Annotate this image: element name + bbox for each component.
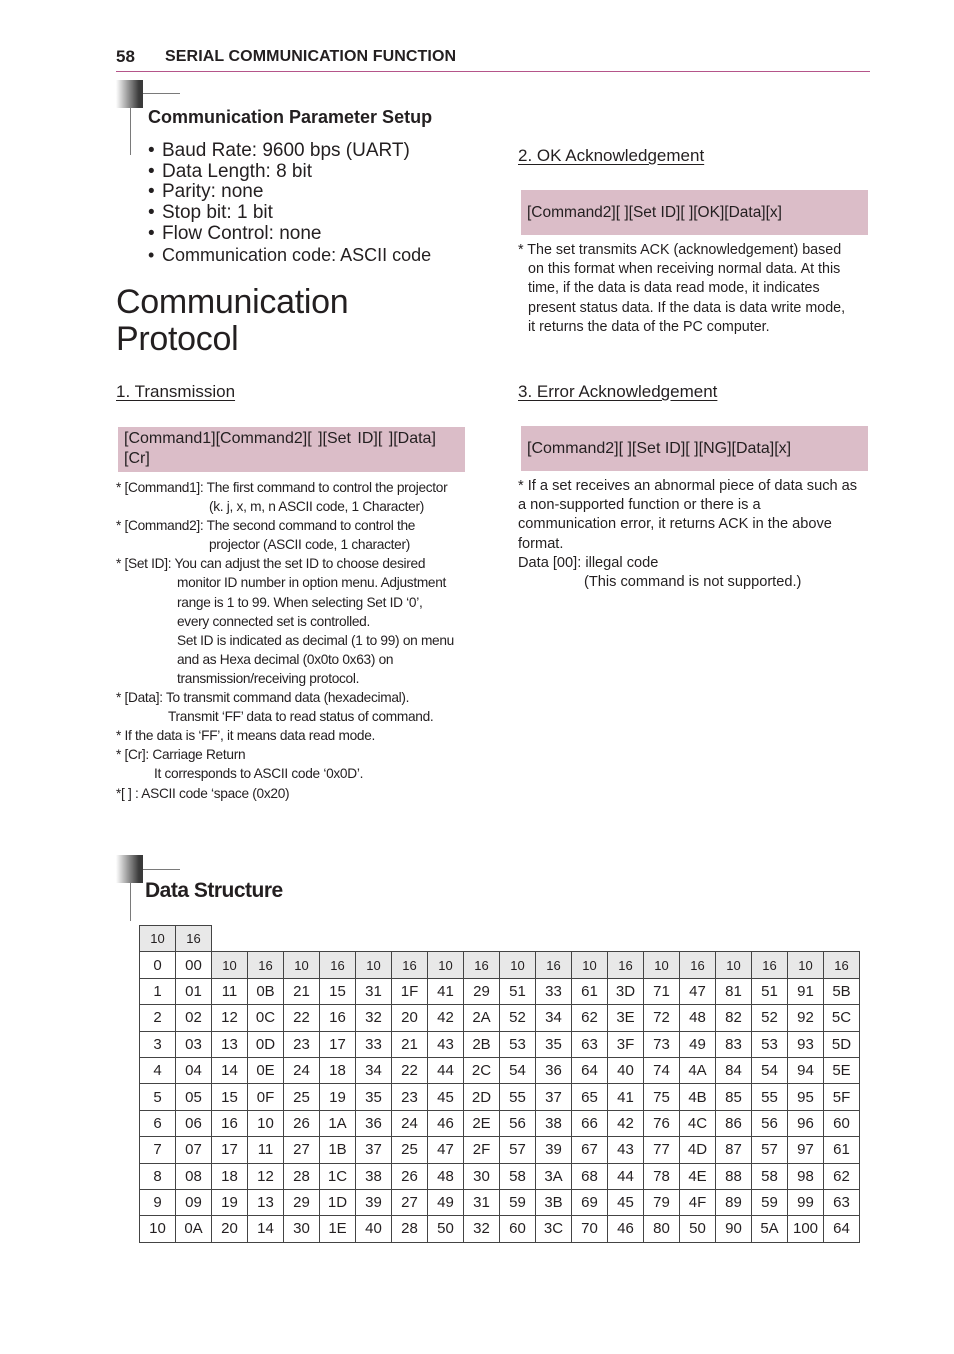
note-line: projector (ASCII code, 1 character) (209, 537, 410, 553)
table-header-cell: 10 (356, 952, 392, 978)
error-ack-command-box (521, 426, 868, 471)
table-cell: 82 (716, 1005, 752, 1031)
table-cell: 76 (644, 1110, 680, 1136)
table-header-cell: 16 (752, 952, 788, 978)
table-cell: 5F (824, 1084, 860, 1110)
note-line: *[ ] : ASCII code ‘space (0x20) (116, 785, 290, 801)
table-row (140, 1110, 860, 1136)
note-line: and as Hexa decimal (0x0to 0x63) on (177, 651, 394, 667)
table-cell: 51 (752, 978, 788, 1004)
table-header-cell: 10 (644, 952, 680, 978)
table-cell: 70 (572, 1216, 608, 1242)
section-marker-line (130, 883, 131, 921)
table-header-cell: 10 (428, 952, 464, 978)
table-cell: 2A (464, 1005, 500, 1031)
table-cell: 0B (248, 978, 284, 1004)
table-cell: 6 (140, 1110, 176, 1136)
table-cell: 5E (824, 1057, 860, 1083)
table-cell: 3F (608, 1031, 644, 1057)
table-header-cell: 10 (788, 952, 824, 978)
command-text: [Command2][ ][Set ID][ ][OK][Data][x] (527, 204, 782, 221)
table-row (140, 1057, 860, 1083)
table-cell: 57 (500, 1137, 536, 1163)
table-cell: 26 (284, 1110, 320, 1136)
table-cell: 35 (536, 1031, 572, 1057)
table-cell: 5 (140, 1084, 176, 1110)
table-cell: 10 (140, 1216, 176, 1242)
table-cell: 75 (644, 1084, 680, 1110)
table-cell: 2 (140, 1005, 176, 1031)
table-cell: 31 (356, 978, 392, 1004)
note-line: format. (518, 535, 564, 552)
table-cell: 58 (500, 1163, 536, 1189)
ok-ack-command-box (521, 190, 868, 235)
table-cell: 47 (680, 978, 716, 1004)
table-cell: 46 (608, 1216, 644, 1242)
table-cell: 59 (500, 1189, 536, 1215)
table-cell: 5A (752, 1216, 788, 1242)
table-cell: 17 (320, 1031, 356, 1057)
table-header-cell: 16 (536, 952, 572, 978)
table-cell: 29 (464, 978, 500, 1004)
table-cell: 25 (392, 1137, 428, 1163)
table-cell: 26 (392, 1163, 428, 1189)
table-cell: 17 (212, 1137, 248, 1163)
table-header-cell: 10 (572, 952, 608, 978)
table-cell: 1A (320, 1110, 356, 1136)
table-cell: 68 (572, 1163, 608, 1189)
table-cell: 0C (248, 1005, 284, 1031)
table-cell: 57 (752, 1137, 788, 1163)
table-cell: 0D (248, 1031, 284, 1057)
transmission-heading: 1. Transmission (116, 382, 236, 401)
table-cell: 61 (824, 1137, 860, 1163)
note-line: time, if the data is data read mode, it indicates (528, 280, 820, 297)
table-cell: 94 (788, 1057, 824, 1083)
table-cell: 49 (428, 1189, 464, 1215)
table-cell: 86 (716, 1110, 752, 1136)
command-text: [Command2][ ][Set ID][ ][NG][Data][x] (527, 440, 792, 457)
note-line: a non-supported function or there is a (518, 497, 761, 514)
table-cell: 22 (392, 1057, 428, 1083)
note-line: * [Command1]: The first command to control the projector (116, 480, 448, 495)
note-line: (k. j, x, m, n ASCII code, 1 Character) (209, 499, 424, 515)
table-cell: 41 (428, 978, 464, 1004)
table-cell: 21 (392, 1031, 428, 1057)
table-cell: 89 (716, 1189, 752, 1215)
table-cell: 5B (824, 978, 860, 1004)
table-cell: 50 (428, 1216, 464, 1242)
table-cell: 20 (212, 1216, 248, 1242)
table-cell: 1 (140, 978, 176, 1004)
error-ack-heading: 3. Error Acknowledgement (518, 382, 718, 401)
table-cell: 93 (788, 1031, 824, 1057)
table-cell: 47 (428, 1137, 464, 1163)
table-header-cell: 16 (680, 952, 716, 978)
table-cell: 98 (788, 1163, 824, 1189)
table-cell: 12 (248, 1163, 284, 1189)
table-cell: 52 (752, 1005, 788, 1031)
table-cell: 13 (248, 1189, 284, 1215)
section-marker (116, 80, 143, 108)
param-setup-title: Communication Parameter Setup (148, 107, 433, 127)
table-cell: 10 (248, 1110, 284, 1136)
table-cell: 4A (680, 1057, 716, 1083)
note-line: (This command is not supported.) (584, 574, 802, 591)
table-cell: 16 (320, 1005, 356, 1031)
table-cell: 51 (500, 978, 536, 1004)
table-cell: 3D (608, 978, 644, 1004)
table-cell: 14 (212, 1057, 248, 1083)
table-cell: 08 (176, 1163, 212, 1189)
table-cell: 32 (464, 1216, 500, 1242)
table-cell: 34 (356, 1057, 392, 1083)
table-cell: 29 (284, 1189, 320, 1215)
table-cell: 77 (644, 1137, 680, 1163)
table-cell: 84 (716, 1057, 752, 1083)
table-row (140, 978, 860, 1004)
table-cell: 30 (284, 1216, 320, 1242)
table-cell: 18 (320, 1057, 356, 1083)
table-cell: 3B (536, 1189, 572, 1215)
table-cell: 01 (176, 978, 212, 1004)
table-header-cell: 10 (140, 926, 176, 952)
table-cell: 42 (608, 1110, 644, 1136)
table-row (140, 1031, 860, 1057)
table-cell: 64 (572, 1057, 608, 1083)
table-cell: 65 (572, 1084, 608, 1110)
table-cell: 19 (320, 1084, 356, 1110)
protocol-title-line: Protocol (116, 320, 239, 358)
table-cell: 14 (248, 1216, 284, 1242)
table-cell: 21 (284, 978, 320, 1004)
table-cell: 44 (428, 1057, 464, 1083)
note-line: * [Data]: To transmit command data (hexadecimal). (116, 690, 410, 706)
table-cell: 1F (392, 978, 428, 1004)
list-item: • Stop bit: 1 bit (148, 202, 273, 224)
table-cell: 43 (608, 1137, 644, 1163)
table-cell: 1C (320, 1163, 356, 1189)
section-marker-line (143, 869, 180, 870)
table-cell: 15 (212, 1084, 248, 1110)
table-row (140, 1189, 860, 1215)
table-cell: 60 (500, 1216, 536, 1242)
table-cell: 27 (284, 1137, 320, 1163)
table-cell: 25 (284, 1084, 320, 1110)
table-cell: 2D (464, 1084, 500, 1110)
table-cell: 39 (536, 1137, 572, 1163)
table-cell: 32 (356, 1005, 392, 1031)
table-cell: 1B (320, 1137, 356, 1163)
command-text: [Cr] (124, 450, 150, 467)
table-cell: 3C (536, 1216, 572, 1242)
note-line: it returns the data of the PC computer. (528, 318, 770, 335)
table-row (140, 926, 860, 952)
protocol-title (116, 284, 348, 358)
table-cell: 13 (212, 1031, 248, 1057)
table-cell: 33 (536, 978, 572, 1004)
table-cell: 37 (356, 1137, 392, 1163)
table-cell: 62 (572, 1005, 608, 1031)
table-cell: 18 (212, 1163, 248, 1189)
table-cell: 55 (500, 1084, 536, 1110)
table-header-cell: 10 (716, 952, 752, 978)
table-cell: 91 (788, 978, 824, 1004)
table-header-cell: 16 (608, 952, 644, 978)
note-line: * If the data is ‘FF’, it means data read mode. (116, 728, 376, 744)
list-item: • Baud Rate: 9600 bps (UART) (148, 140, 410, 161)
table-cell: 52 (500, 1005, 536, 1031)
table-cell: 67 (572, 1137, 608, 1163)
table-cell: 44 (608, 1163, 644, 1189)
table-header-cell: 16 (824, 952, 860, 978)
table-cell: 4B (680, 1084, 716, 1110)
table-cell: 4C (680, 1110, 716, 1136)
ok-ack-heading: 2. OK Acknowledgement (518, 146, 705, 165)
note-line: every connected set is controlled. (177, 613, 370, 629)
table-cell: 27 (392, 1189, 428, 1215)
table-cell: 48 (680, 1005, 716, 1031)
table-row (140, 1216, 860, 1242)
table-header-cell: 10 (284, 952, 320, 978)
table-cell: 03 (176, 1031, 212, 1057)
table-cell: 60 (824, 1110, 860, 1136)
table-cell: 4F (680, 1189, 716, 1215)
table-cell: 41 (608, 1084, 644, 1110)
table-cell: 78 (644, 1163, 680, 1189)
note-line: Transmit ‘FF’ data to read status of command. (168, 709, 434, 725)
note-line: * [Command2]: The second command to control the (116, 518, 416, 534)
table-row (140, 1163, 860, 1189)
transmission-notes (116, 478, 454, 803)
table-cell: 4E (680, 1163, 716, 1189)
table-cell: 1D (320, 1189, 356, 1215)
table-cell: 3A (536, 1163, 572, 1189)
table-cell: 40 (608, 1057, 644, 1083)
note-line: monitor ID number in option menu. Adjustment (177, 575, 447, 591)
table-cell: 36 (356, 1110, 392, 1136)
table-cell: 95 (788, 1084, 824, 1110)
header-rule (116, 71, 870, 72)
table-cell: 40 (356, 1216, 392, 1242)
table-cell: 2C (464, 1057, 500, 1083)
table-cell: 46 (428, 1110, 464, 1136)
table-cell: 83 (716, 1031, 752, 1057)
error-ack-notes (518, 477, 857, 592)
note-line: * If a set receives an abnormal piece of data such as (518, 478, 858, 494)
table-cell: 50 (680, 1216, 716, 1242)
table-cell: 63 (572, 1031, 608, 1057)
table-cell: 38 (356, 1163, 392, 1189)
table-cell: 39 (356, 1189, 392, 1215)
table-cell: 71 (644, 978, 680, 1004)
table-cell: 23 (284, 1031, 320, 1057)
table-cell: 0A (176, 1216, 212, 1242)
list-item: • Data Length: 8 bit (148, 160, 312, 182)
table-cell: 74 (644, 1057, 680, 1083)
table-header-cell: 16 (392, 952, 428, 978)
list-item: • Communication code: ASCII code (148, 244, 432, 265)
table-cell: 36 (536, 1057, 572, 1083)
table-cell: 37 (536, 1084, 572, 1110)
table-cell: 87 (716, 1137, 752, 1163)
table-header-cell: 16 (464, 952, 500, 978)
table-cell: 06 (176, 1110, 212, 1136)
table-cell: 4 (140, 1057, 176, 1083)
table-cell: 0 (140, 952, 176, 978)
table-cell: 11 (248, 1137, 284, 1163)
table-cell: 62 (824, 1163, 860, 1189)
table-row (140, 1137, 860, 1163)
table-cell: 88 (716, 1163, 752, 1189)
table-cell: 2B (464, 1031, 500, 1057)
table-cell: 79 (644, 1189, 680, 1215)
table-cell: 22 (284, 1005, 320, 1031)
table-cell: 55 (752, 1084, 788, 1110)
table-cell: 1E (320, 1216, 356, 1242)
table-cell: 04 (176, 1057, 212, 1083)
table-cell: 90 (716, 1216, 752, 1242)
table-cell: 30 (464, 1163, 500, 1189)
table-cell: 2F (464, 1137, 500, 1163)
table-cell: 33 (356, 1031, 392, 1057)
table-cell: 97 (788, 1137, 824, 1163)
table-cell: 7 (140, 1137, 176, 1163)
table-cell: 66 (572, 1110, 608, 1136)
table-cell: 00 (176, 952, 212, 978)
table-cell: 81 (716, 978, 752, 1004)
command-text: [Command1][Command2][ ][Set ID][ ][Data] (124, 430, 436, 447)
table-cell: 42 (428, 1005, 464, 1031)
table-cell: 69 (572, 1189, 608, 1215)
note-line: on this format when receiving normal data. At this (528, 261, 841, 278)
table-cell: 28 (284, 1163, 320, 1189)
note-line: * [Set ID]: You can adjust the set ID to choose desired (116, 556, 426, 572)
note-line: range is 1 to 99. When selecting Set ID ‘0’, (177, 594, 423, 610)
data-structure-table (139, 925, 860, 1243)
table-cell: 85 (716, 1084, 752, 1110)
table-cell: 23 (392, 1084, 428, 1110)
table-header-cell: 16 (248, 952, 284, 978)
table-cell: 58 (752, 1163, 788, 1189)
table-cell: 45 (428, 1084, 464, 1110)
table-cell: 48 (428, 1163, 464, 1189)
table-cell: 43 (428, 1031, 464, 1057)
table-cell: 56 (752, 1110, 788, 1136)
table-cell: 5D (824, 1031, 860, 1057)
running-title: SERIAL COMMUNICATION FUNCTION (165, 48, 457, 65)
table-cell: 31 (464, 1189, 500, 1215)
section-marker-line (143, 93, 180, 94)
table-cell: 28 (392, 1216, 428, 1242)
table-cell: 11 (212, 978, 248, 1004)
note-line: It corresponds to ASCII code ‘0x0D’. (154, 766, 364, 782)
table-cell: 34 (536, 1005, 572, 1031)
table-header-cell: 16 (320, 952, 356, 978)
table-cell: 64 (824, 1216, 860, 1242)
table-cell: 49 (680, 1031, 716, 1057)
table-cell: 02 (176, 1005, 212, 1031)
table-cell: 09 (176, 1189, 212, 1215)
note-line: present status data. If the data is data write mode, (528, 299, 846, 316)
table-cell: 0E (248, 1057, 284, 1083)
section-marker-line (130, 108, 131, 155)
table-cell: 16 (212, 1110, 248, 1136)
table-cell: 15 (320, 978, 356, 1004)
section-marker (116, 855, 143, 883)
table-cell: 61 (572, 978, 608, 1004)
table-cell: 5C (824, 1005, 860, 1031)
page-number: 58 (116, 47, 135, 66)
transmission-command-box (118, 427, 465, 472)
table-cell: 8 (140, 1163, 176, 1189)
table-header-cell: 10 (500, 952, 536, 978)
table-cell: 07 (176, 1137, 212, 1163)
table-cell: 100 (788, 1216, 824, 1242)
table-cell: 80 (644, 1216, 680, 1242)
table-cell: 59 (752, 1189, 788, 1215)
note-line: * The set transmits ACK (acknowledgement) based (518, 242, 842, 258)
table-cell: 56 (500, 1110, 536, 1136)
param-list (148, 141, 431, 265)
list-item: • Flow Control: none (148, 222, 322, 244)
table-cell: 05 (176, 1084, 212, 1110)
table-cell: 24 (284, 1057, 320, 1083)
table-cell: 38 (536, 1110, 572, 1136)
table-cell: 4D (680, 1137, 716, 1163)
table-cell: 20 (392, 1005, 428, 1031)
note-line: * [Cr]: Carriage Return (116, 747, 246, 763)
table-row (140, 1005, 860, 1031)
list-item: • Parity: none (148, 181, 264, 203)
note-line: Data [00]: illegal code (518, 554, 659, 571)
table-cell: 54 (500, 1057, 536, 1083)
table-cell: 24 (392, 1110, 428, 1136)
table-cell: 63 (824, 1189, 860, 1215)
table-cell: 54 (752, 1057, 788, 1083)
table-blank (212, 926, 860, 952)
table-cell: 9 (140, 1189, 176, 1215)
table-cell: 73 (644, 1031, 680, 1057)
table-cell: 92 (788, 1005, 824, 1031)
table-cell: 19 (212, 1189, 248, 1215)
table-cell: 0F (248, 1084, 284, 1110)
table-cell: 53 (500, 1031, 536, 1057)
table-cell: 45 (608, 1189, 644, 1215)
table-cell: 3 (140, 1031, 176, 1057)
table-cell: 53 (752, 1031, 788, 1057)
table-row (140, 1084, 860, 1110)
ok-ack-notes (518, 241, 845, 337)
table-cell: 35 (356, 1084, 392, 1110)
table-cell: 96 (788, 1110, 824, 1136)
table-header-cell: 16 (176, 926, 212, 952)
note-line: transmission/receiving protocol. (177, 670, 360, 686)
data-structure-title: Data Structure (145, 879, 283, 902)
table-header-cell: 10 (212, 952, 248, 978)
table-cell: 12 (212, 1005, 248, 1031)
note-line: Set ID is indicated as decimal (1 to 99) on menu (177, 632, 454, 648)
note-line: communication error, it returns ACK in the above (518, 516, 832, 533)
table-cell: 99 (788, 1189, 824, 1215)
table-cell: 3E (608, 1005, 644, 1031)
protocol-title-line: Communication (116, 283, 349, 321)
table-cell: 2E (464, 1110, 500, 1136)
table-cell: 72 (644, 1005, 680, 1031)
